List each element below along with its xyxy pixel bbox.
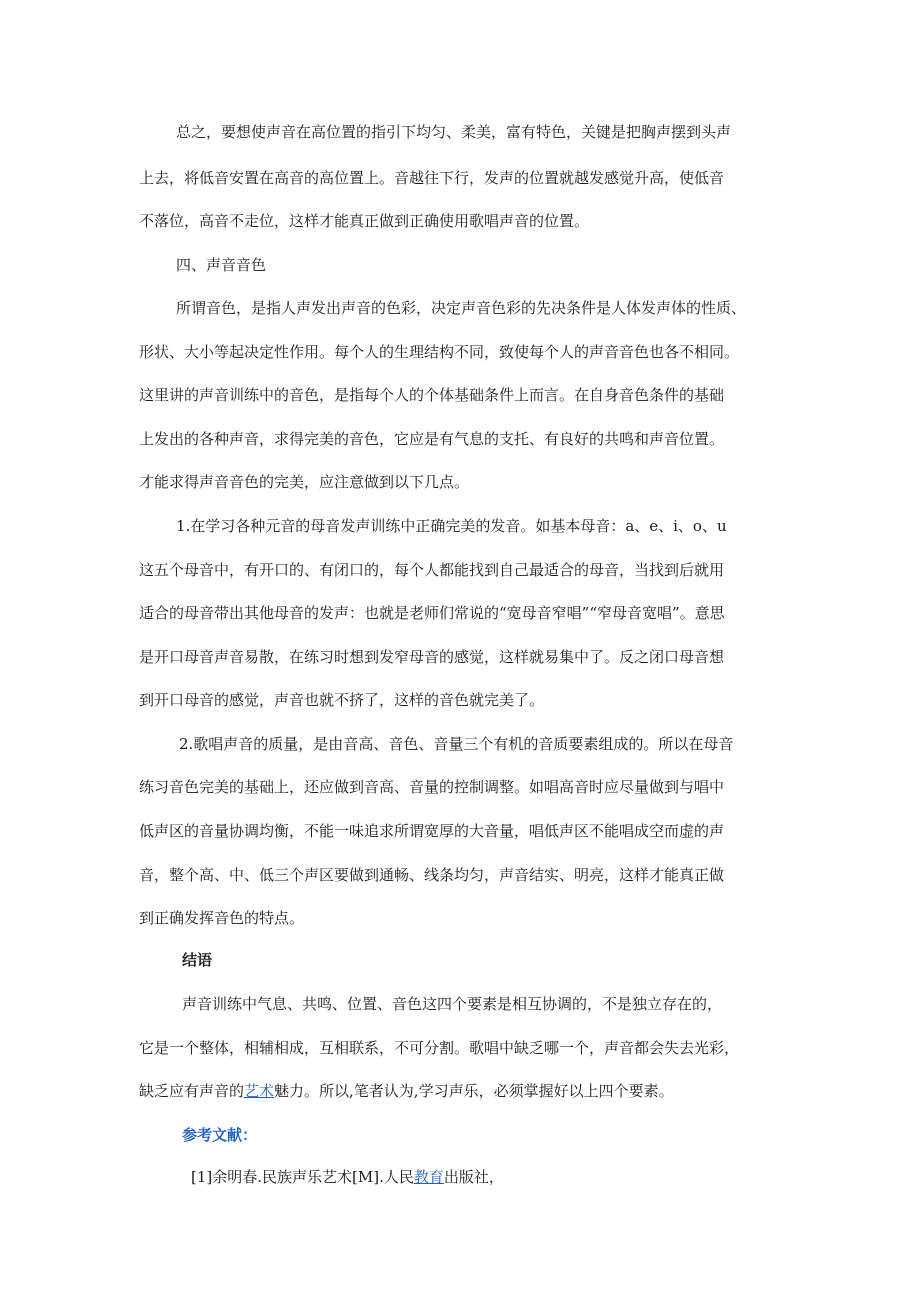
paragraph-line: 音，整个高、中、低三个声区要做到通畅、线条均匀，声音结实、明亮，这样才能真正做: [139, 866, 725, 884]
text-segment: 魅力。所以,笔者认为,学习声乐，必须掌握好以上四个要素。: [274, 1082, 674, 1100]
paragraph-line: 形状、大小等起决定性作用。每个人的生理结构不同，致使每个人的声音音色也各不相同。: [139, 343, 740, 361]
art-link[interactable]: 艺术: [244, 1082, 275, 1100]
paragraph-line: 它是一个整体，相辅相成，互相联系，不可分割。歌唱中缺乏哪一个，声音都会失去光彩，: [139, 1039, 740, 1057]
section-heading: 四、声音音色: [176, 256, 267, 274]
text-segment: 缺乏应有声音的: [139, 1082, 245, 1100]
paragraph-line: 上发出的各种声音，求得完美的音色，它应是有气息的支托、有良好的共鸣和声音位置。: [139, 430, 725, 448]
paragraph-line: 到开口母音的感觉，声音也就不挤了，这样的音色就完美了。: [139, 691, 545, 709]
paragraph-line-with-link: [139, 1080, 674, 1102]
paragraph-line: 总之，要想使声音在高位置的指引下均匀、柔美，富有特色，关键是把胸声摆到头声: [176, 123, 732, 141]
paragraph-line: 这里讲的声音训练中的音色，是指每个人的个体基础条件上而言。在自身音色条件的基础: [139, 386, 725, 404]
paragraph-line: 练习音色完美的基础上，还应做到音高、音量的控制调整。如唱高音时应尽量做到与唱中: [139, 778, 725, 796]
paragraph-line: 声音训练中气息、共鸣、位置、音色这四个要素是相互协调的，不是独立存在的，: [182, 995, 723, 1013]
paragraph-line: 所谓音色，是指人声发出声音的色彩，决定声音色彩的先决条件是人体发声体的性质、: [176, 299, 747, 317]
point-1-line: 1.在学习各种元音的母音发声训练中正确完美的发音。如基本母音：a、e、i、o、u: [176, 517, 727, 535]
paragraph-line: 才能求得声音音色的完美，应注意做到以下几点。: [139, 473, 470, 491]
paragraph-line: 上去，将低音安置在高音的高位置上。音越往下行，发声的位置就越发感觉升高，使低音: [139, 169, 725, 187]
education-link[interactable]: 教育: [413, 1168, 444, 1186]
text-segment: [1]余明春.民族声乐艺术[M].人民: [191, 1168, 414, 1186]
paragraph-line: 不落位，高音不走位，这样才能真正做到正确使用歌唱声音的位置。: [139, 212, 590, 230]
conclusion-heading: 结语: [182, 951, 213, 969]
paragraph-line: 这五个母音中，有开口的、有闭口的，每个人都能找到自己最适合的母音，当找到后就用: [139, 561, 725, 579]
paragraph-line: 低声区的音量协调均衡，不能一味追求所谓宽厚的大音量，唱低声区不能唱成空而虚的声: [139, 822, 725, 840]
references-heading: 参考文献：: [182, 1126, 258, 1144]
reference-item: [191, 1166, 504, 1188]
point-2-line: 2.歌唱声音的质量，是由音高、音色、音量三个有机的音质要素组成的。所以在母音: [179, 735, 734, 753]
paragraph-line: 到正确发挥音色的特点。: [139, 909, 305, 927]
paragraph-line: 适合的母音带出其他母音的发声：也就是老师们常说的“宽母音窄唱”“窄母音宽唱”。意思: [139, 604, 725, 622]
text-segment: 出版社，: [443, 1168, 504, 1186]
paragraph-line: 是开口母音声音易散，在练习时想到发窄母音的感觉，这样就易集中了。反之闭口母音想: [139, 648, 725, 666]
